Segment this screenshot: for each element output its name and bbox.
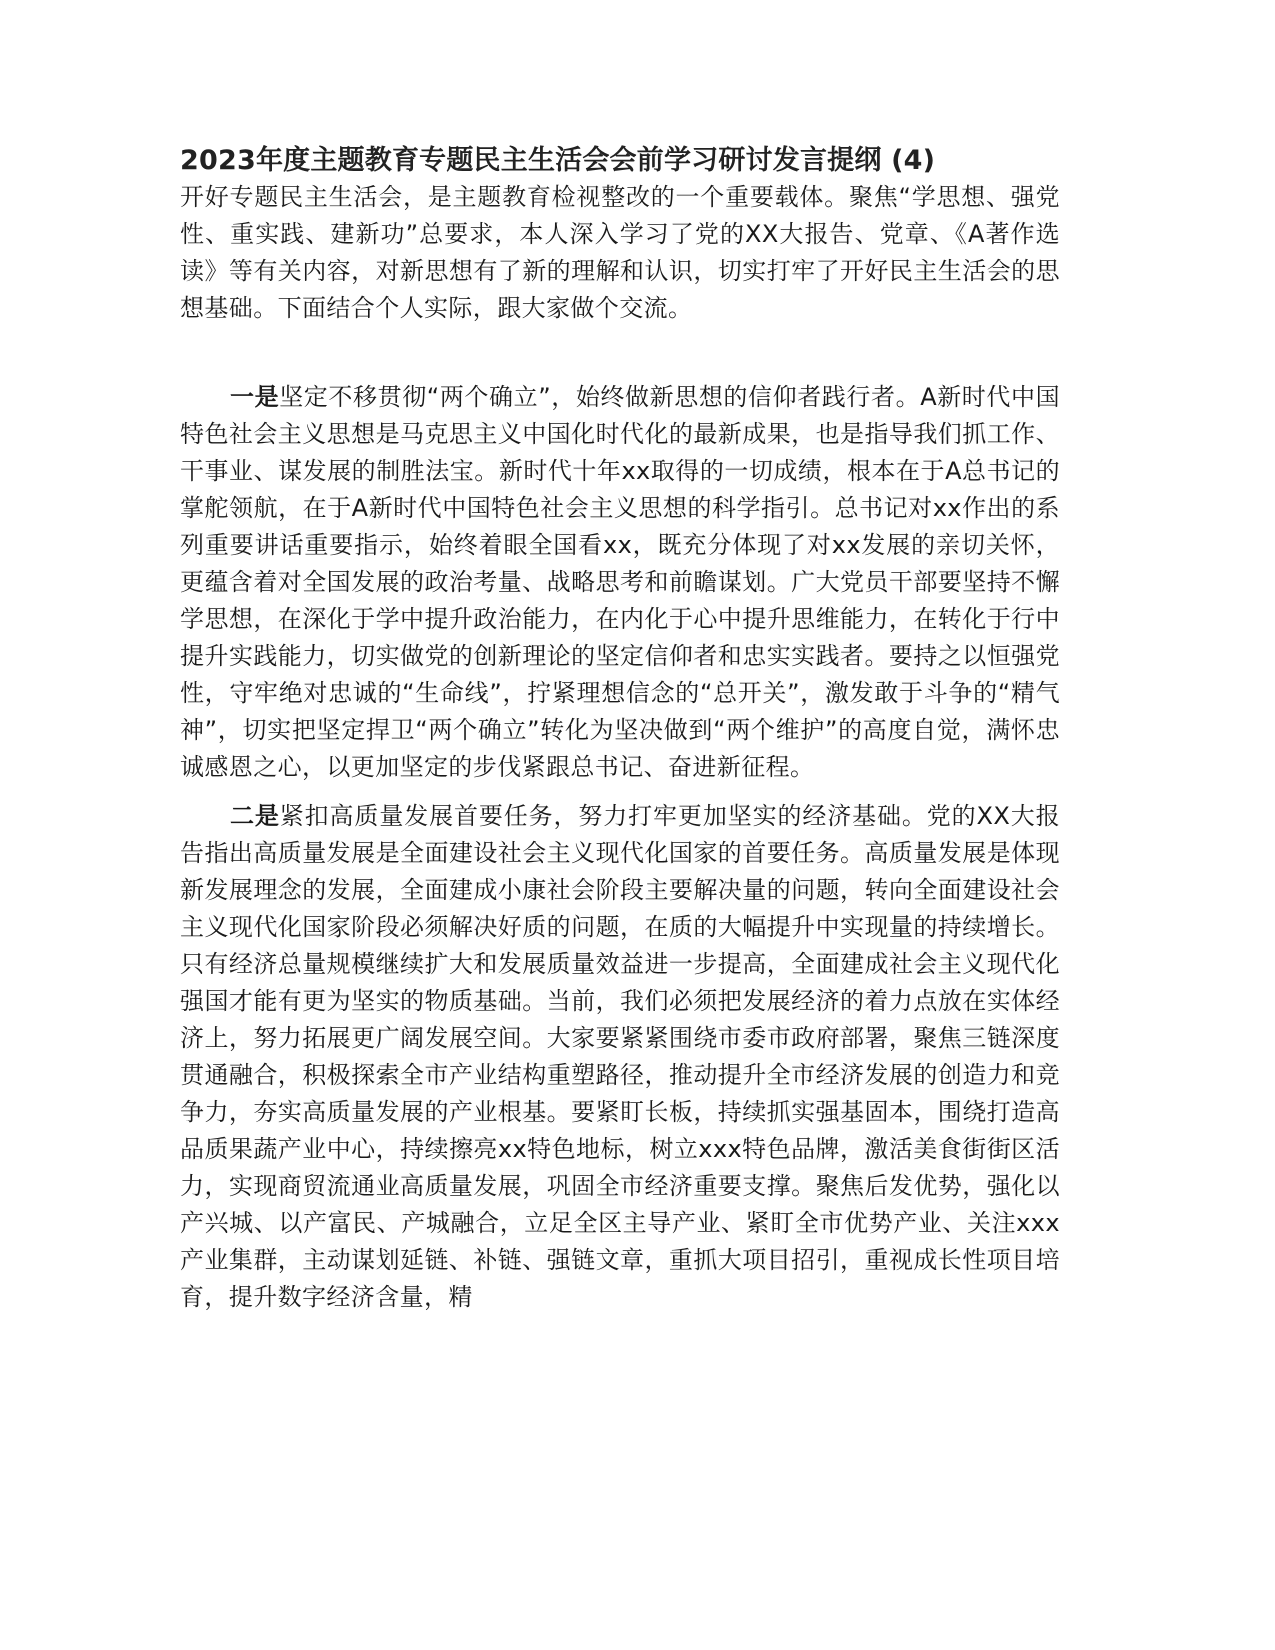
section-paragraph-1	[180, 379, 1060, 786]
document-page	[180, 143, 1060, 1316]
section-body-2: 紧扣高质量发展首要任务，努力打牢更加坚实的经济基础。党的XX大报告指出高质量发展是全面建设社会主义现代化国家的首要任务。高质量发展是体现新发展理念的发展，全面建成小康社会阶段主要解决量的问题，转向全面建设社会主义现代化国家阶段必须解决好质的问题，在质的大幅提升中实现量的持续增长。只有经济总量规模继续扩大和发展质量效益进一步提高，全面建成社会主义现代化强国才能有更为坚实的物质基础。当前，我们必须把发展经济的着力点放在实体经济上，努力拓展更广阔发展空间。大家要紧紧围绕市委市政府部署，聚焦三链深度贯通融合，积极探索全市产业结构重塑路径，推动提升全市经济发展的创造力和竞争力，夯实高质量发展的产业根基。要紧盯长板，持续抓实强基固本，围绕打造高品质果蔬产业中心，持续擦亮xx特色地标，树立xxx特色品牌，激活美食街街区活力，实现商贸流通业高质量发展，巩固全市经济重要支撑。聚焦后发优势，强化以产兴城、以产富民、产城融合，立足全区主导产业、紧盯全市优势产业、关注xxx产业集群，主动谋划延链、补链、强链文章，重抓大项目招引，重视成长性项目培育，提升数字经济含量，精	[180, 802, 1060, 1311]
intro-paragraph: 开好专题民主生活会，是主题教育检视整改的一个重要载体。聚焦“学思想、强党性、重实践、建新功”总要求，本人深入学习了党的XX大报告、党章、《A著作选读》等有关内容，对新思想有了新的理解和认识，切实打牢了开好民主生活会的思想基础。下面结合个人实际，跟大家做个交流。	[180, 183, 1060, 322]
document-title: 2023年度主题教育专题民主生活会会前学习研讨发言提纲 (4)	[180, 145, 936, 176]
section-lead-1: 一是	[230, 383, 280, 411]
section-body-1: 坚定不移贯彻“两个确立”，始终做新思想的信仰者践行者。A新时代中国特色社会主义思想是马克思主义中国化时代化的最新成果，也是指导我们抓工作、干事业、谋发展的制胜法宝。新时代十年xx取得的一切成绩，根本在于A总书记的掌舵领航，在于A新时代中国特色社会主义思想的科学指引。总书记对xx作出的系列重要讲话重要指示，始终着眼全国看xx，既充分体现了对xx发展的亲切关怀，更蕴含着对全国发展的政治考量、战略思考和前瞻谋划。广大党员干部要坚持不懈学思想，在深化于学中提升政治能力，在内化于心中提升思维能力，在转化于行中提升实践能力，切实做党的创新理论的坚定信仰者和忠实实践者。要持之以恒强党性，守牢绝对忠诚的“生命线”，拧紧理想信念的“总开关”，激发敢于斗争的“精气神”，切实把坚定捍卫“两个确立”转化为坚决做到“两个维护”的高度自觉，满怀忠诚感恩之心，以更加坚定的步伐紧跟总书记、奋进新征程。	[180, 383, 1060, 781]
section-lead-2: 二是	[230, 802, 280, 830]
section-paragraph-2	[180, 798, 1060, 1316]
